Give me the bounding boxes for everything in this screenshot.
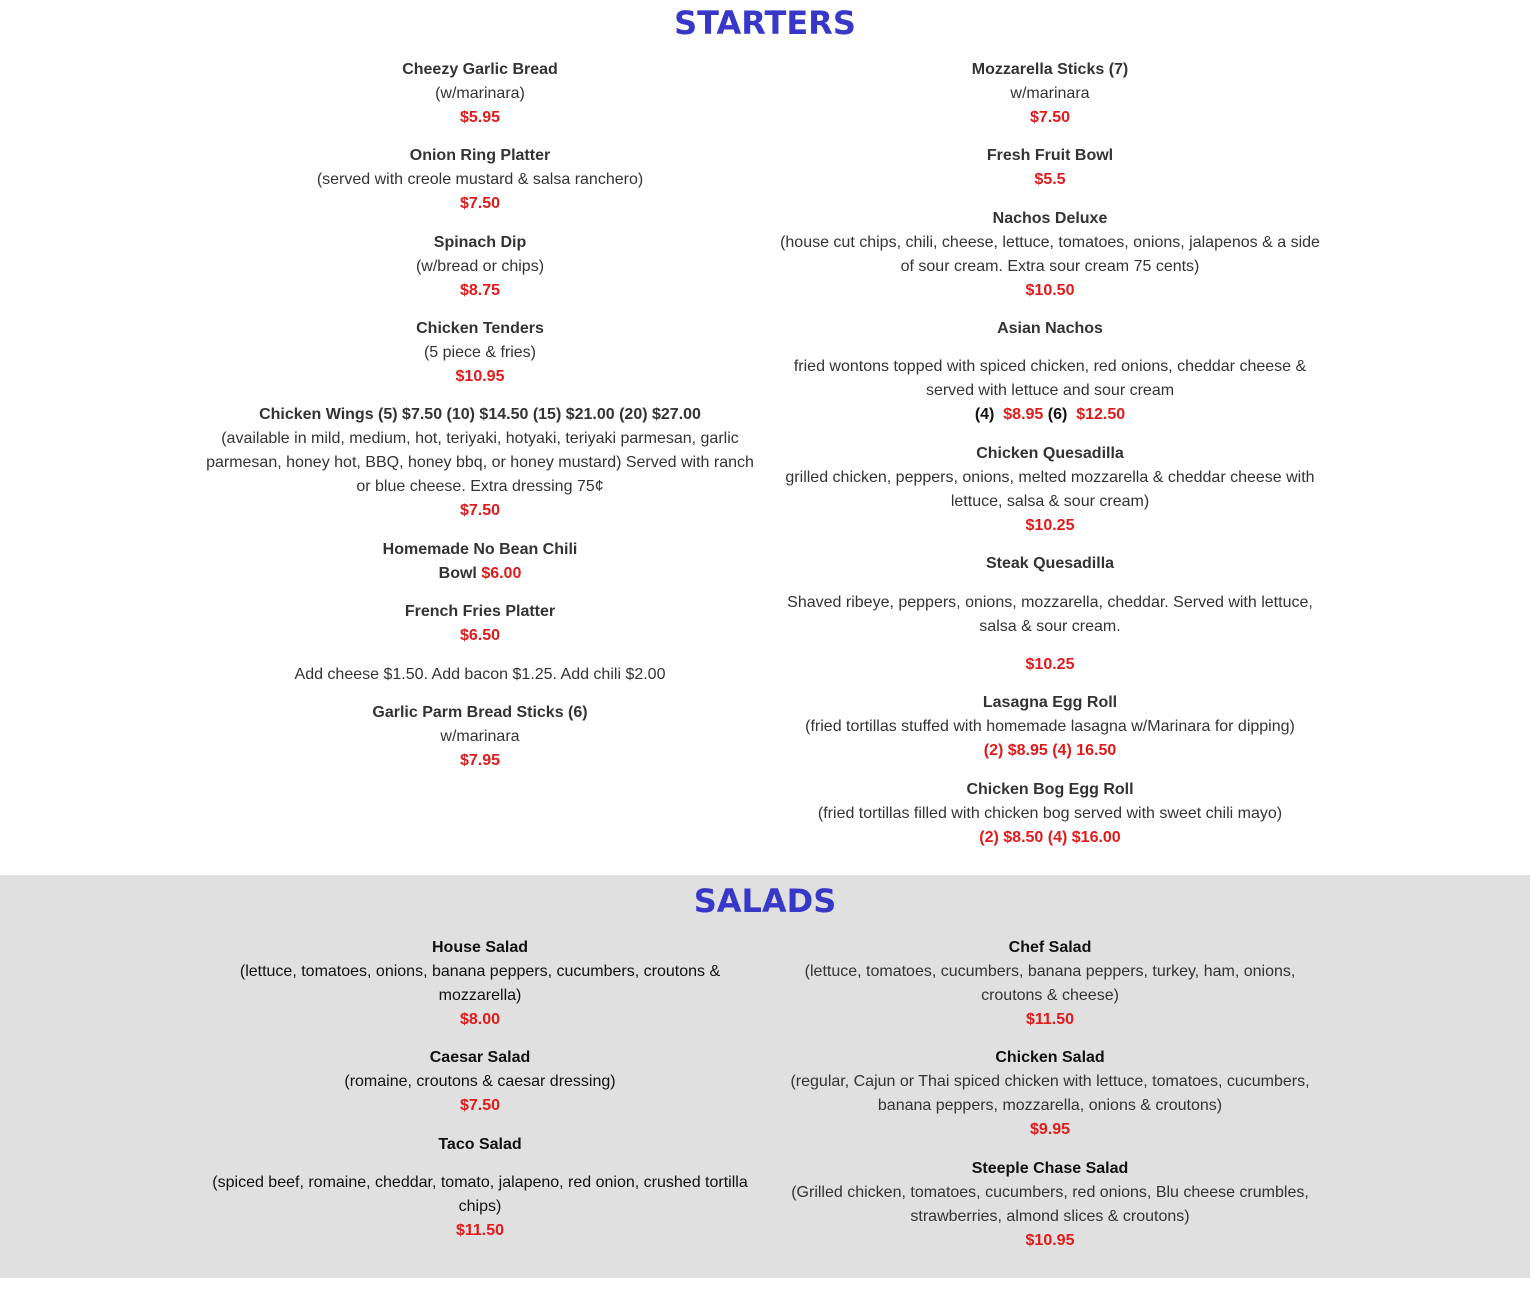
item-name: Chicken Wings (5) $7.50 (10) $14.50 (15) $21.00 (20) $27.00 <box>259 406 701 423</box>
menu-item-homemade-chili <box>205 538 755 586</box>
menu-item-steeple-chase-salad <box>775 1157 1325 1253</box>
item-name: Steeple Chase Salad <box>971 1160 1129 1177</box>
item-name: Nachos Deluxe <box>992 210 1108 227</box>
menu-item-lasagna-egg-roll <box>775 691 1325 763</box>
item-price: $10.25 <box>1025 656 1075 673</box>
item-name: Fresh Fruit Bowl <box>986 147 1114 164</box>
menu-item-chicken-wings <box>205 403 755 523</box>
item-description: (house cut chips, chili, cheese, lettuce, tomatoes, onions, jalapenos & a side of sour cream. Extra sour cream 75 cents) <box>780 234 1320 275</box>
item-price: $6.00 <box>481 565 522 582</box>
item-name: Asian Nachos <box>997 320 1103 337</box>
item-price: (2) $8.95 (4) 16.50 <box>983 742 1117 759</box>
item-name: House Salad <box>431 939 529 956</box>
item-description: (5 piece & fries) <box>423 344 537 361</box>
item-description: (fried tortillas filled with chicken bog served with sweet chili mayo) <box>817 805 1283 822</box>
item-price: $8.75 <box>459 282 501 299</box>
item-price: $7.50 <box>459 1097 501 1114</box>
item-name: Garlic Parm Bread Sticks (6) <box>372 704 588 721</box>
item-name: Taco Salad <box>438 1136 522 1153</box>
menu-item-chicken-tenders <box>205 317 755 389</box>
item-description: (w/bread or chips) <box>415 258 545 275</box>
item-description: (spiced beef, romaine, cheddar, tomato, jalapeno, red onion, crushed tortilla chips) <box>212 1174 748 1215</box>
item-price: $11.50 <box>455 1222 505 1239</box>
item-description: w/marinara <box>440 728 520 745</box>
menu-item-taco-salad <box>205 1133 755 1243</box>
fries-addons: Add cheese $1.50. Add bacon $1.25. Add chili $2.00 <box>294 666 666 683</box>
item-price: $7.95 <box>459 752 501 769</box>
salads-heading: SALADS <box>693 882 837 920</box>
item-price-options <box>775 403 1325 427</box>
menu-item-nachos-deluxe <box>775 207 1325 303</box>
item-name: Caesar Salad <box>429 1049 531 1066</box>
item-description: (w/marinara) <box>435 85 525 102</box>
item-price: (2) $8.50 (4) $16.00 <box>979 829 1121 846</box>
item-description: fried wontons topped with spiced chicken, red onions, cheddar cheese & served with lettuce and sour cream <box>793 358 1307 399</box>
menu-item-chicken-bog-egg-roll <box>775 778 1325 850</box>
menu-item-house-salad <box>205 936 755 1032</box>
item-description: (lettuce, tomatoes, onions, banana peppers, cucumbers, croutons & mozzarella) <box>239 963 721 1004</box>
item-name: Chicken Quesadilla <box>976 445 1124 462</box>
item-name: Chicken Tenders <box>416 320 544 337</box>
item-price: $10.95 <box>455 368 505 385</box>
menu-item-cheezy-garlic-bread <box>205 58 755 130</box>
salads-section <box>0 875 1530 1278</box>
item-price: $9.95 <box>1029 1121 1071 1138</box>
item-price: $5.95 <box>459 109 501 126</box>
menu-item-chicken-salad <box>775 1046 1325 1142</box>
item-description: (fried tortillas stuffed with homemade lasagna w/Marinara for dipping) <box>805 718 1295 735</box>
item-price: $12.50 <box>1076 406 1126 423</box>
qty-option: (6) <box>1047 406 1068 423</box>
menu-item-mozzarella-sticks <box>775 58 1325 130</box>
item-price: $7.50 <box>459 502 501 519</box>
menu-item-steak-quesadilla <box>775 552 1325 677</box>
item-price: $10.25 <box>1025 517 1075 534</box>
menu-item-french-fries <box>205 600 755 648</box>
item-name: Lasagna Egg Roll <box>982 694 1118 711</box>
item-price: $11.50 <box>1025 1011 1075 1028</box>
item-name-cont: Bowl <box>438 565 477 582</box>
qty-option: (4) <box>974 406 995 423</box>
item-description: (lettuce, tomatoes, cucumbers, banana peppers, turkey, ham, onions, croutons & cheese) <box>804 963 1296 1004</box>
menu-item-garlic-parm-sticks <box>205 701 755 773</box>
item-price: $8.00 <box>459 1011 501 1028</box>
menu-item-chicken-quesadilla <box>775 442 1325 538</box>
item-price: $10.50 <box>1025 282 1075 299</box>
menu-item-spinach-dip <box>205 231 755 303</box>
item-name: Mozzarella Sticks (7) <box>971 61 1129 78</box>
item-name: Cheezy Garlic Bread <box>402 61 558 78</box>
menu-item-chef-salad <box>775 936 1325 1032</box>
item-description: (romaine, croutons & caesar dressing) <box>344 1073 616 1090</box>
item-name: Steak Quesadilla <box>985 555 1115 572</box>
item-description: grilled chicken, peppers, onions, melted mozzarella & cheddar cheese with lettuce, salsa & sour cream) <box>785 469 1315 510</box>
menu-item-asian-nachos <box>775 317 1325 427</box>
item-price: $8.95 <box>1003 406 1044 423</box>
item-description: w/marinara <box>1010 85 1090 102</box>
menu-item-fresh-fruit-bowl <box>775 144 1325 192</box>
menu-item-caesar-salad <box>205 1046 755 1118</box>
starters-heading: STARTERS <box>674 4 856 42</box>
item-name: Onion Ring Platter <box>409 147 551 164</box>
item-name: Chef Salad <box>1008 939 1092 956</box>
item-price: $7.50 <box>459 195 501 212</box>
item-description: Shaved ribeye, peppers, onions, mozzarella, cheddar. Served with lettuce, salsa & sour cream. <box>787 594 1313 635</box>
menu-item-onion-ring-platter <box>205 144 755 216</box>
item-name: Chicken Bog Egg Roll <box>966 781 1134 798</box>
item-name: Chicken Salad <box>995 1049 1105 1066</box>
item-description: (Grilled chicken, tomatoes, cucumbers, red onions, Blu cheese crumbles, strawberries, almond slices & croutons) <box>791 1184 1309 1225</box>
item-price: $6.50 <box>459 627 501 644</box>
item-price: $10.95 <box>1025 1232 1075 1249</box>
item-price: $7.50 <box>1029 109 1071 126</box>
item-description: (served with creole mustard & salsa ranchero) <box>316 171 644 188</box>
item-description: (regular, Cajun or Thai spiced chicken with lettuce, tomatoes, cucumbers, banana peppers, mozzarella, onions & croutons) <box>790 1073 1310 1114</box>
item-description: (available in mild, medium, hot, teriyaki, hotyaki, teriyaki parmesan, garlic parmesan, honey hot, BBQ, honey bbq, or honey mustard) Served with ranch or blue cheese. Extra dressing 75¢ <box>206 430 754 495</box>
item-name: Homemade No Bean Chili <box>382 541 578 558</box>
item-name: Spinach Dip <box>433 234 527 251</box>
item-price: $5.5 <box>1034 171 1066 188</box>
item-name: French Fries Platter <box>404 603 556 620</box>
